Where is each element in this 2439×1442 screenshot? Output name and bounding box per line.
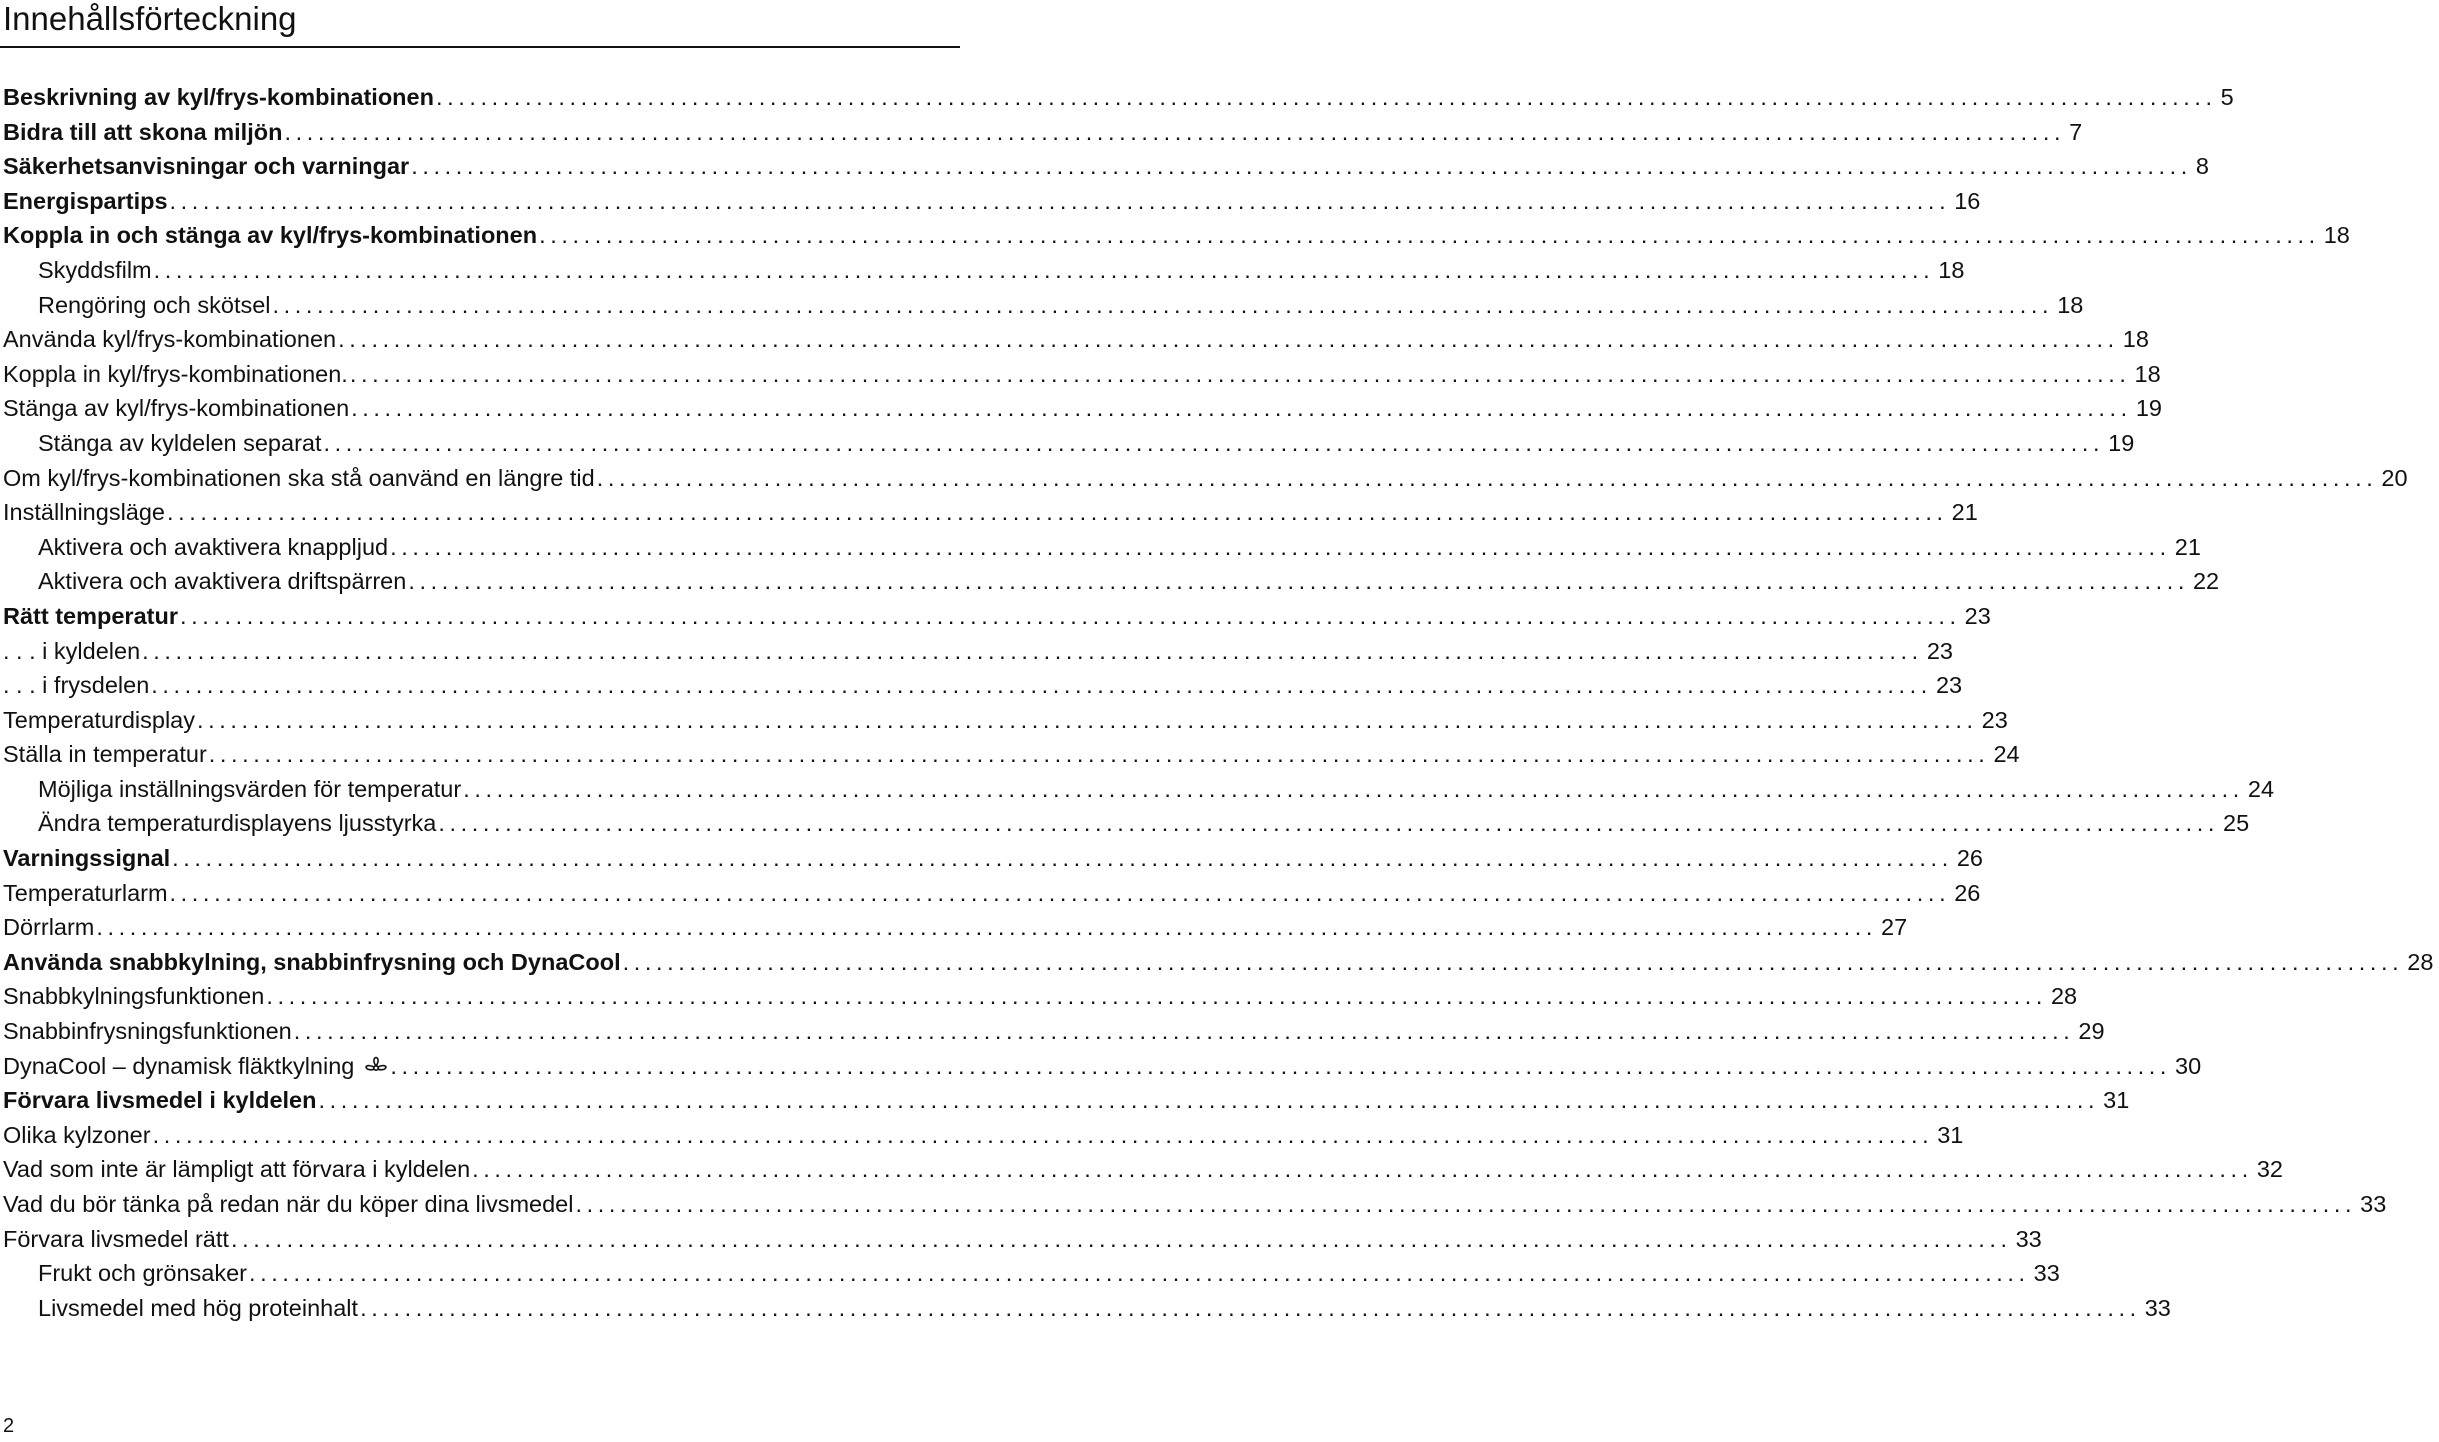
toc-entry-text: Rengöring och skötsel (38, 291, 271, 318)
toc-entry-text: Livsmedel med hög proteinhalt (38, 1294, 359, 1321)
toc-entry-text: Stänga av kyl/frys-kombinationen (3, 395, 350, 422)
toc-entry-text: Använda snabbkylning, snabbinfrysning och DynaCool (3, 948, 621, 975)
toc-page-number: 18 (2134, 360, 2161, 387)
toc-entry[interactable] (0, 1049, 2202, 1084)
toc-page-number: 33 (2144, 1294, 2171, 1321)
toc-entry-text: Varningssignal (3, 845, 171, 872)
toc-page-number: 23 (1935, 672, 1963, 699)
dot-leader: ................................................................................................................................................................ (230, 1225, 2012, 1252)
toc-entry-label (0, 1291, 358, 1326)
toc-page-number: 26 (1956, 845, 1983, 872)
toc-page-number: 26 (1954, 879, 1981, 906)
toc-entry[interactable] (0, 115, 2083, 150)
toc-entry-text: . . . i frysdelen (3, 672, 150, 699)
toc-entry-text: Skyddsfilm (38, 256, 152, 283)
dot-leader: ................................................................................................................................................................ (208, 741, 1990, 768)
toc-entry-label (0, 288, 271, 323)
toc-entry[interactable] (0, 668, 1963, 703)
toc-entry-label (0, 80, 434, 115)
toc-entry-text: Ändra temperaturdisplayens ljusstyrka (38, 810, 437, 837)
dot-leader: ................................................................................................................................................................ (351, 395, 2132, 422)
toc-entry[interactable] (0, 530, 2201, 565)
toc-entry-label (0, 115, 282, 150)
toc-entry-label (0, 737, 207, 772)
dot-leader: ................................................................................................................................................................ (622, 948, 2404, 975)
toc-entry-label (0, 1118, 151, 1153)
toc-page-number: 19 (2135, 395, 2162, 422)
toc-entry-text: Använda kyl/frys-kombinationen (3, 326, 337, 353)
toc-entry-text: Koppla in och stänga av kyl/frys-kombinationen (3, 222, 538, 249)
toc-page-number: 31 (1937, 1121, 1964, 1148)
toc-entry-text: Snabbinfrysningsfunktionen (3, 1018, 292, 1045)
toc-entry-text: Temperaturdisplay (3, 706, 196, 733)
toc-entry[interactable] (0, 495, 1978, 530)
toc-page-number: 21 (1951, 499, 1978, 526)
toc-entry-label (0, 1187, 573, 1222)
toc-entry-label (0, 218, 537, 253)
dot-leader: ................................................................................................................................................................ (463, 775, 2244, 802)
toc-entry-label (0, 461, 595, 496)
toc-entry-label (0, 979, 264, 1014)
toc-page-number: 18 (2057, 291, 2084, 318)
toc-page-number: 7 (2069, 118, 2083, 145)
toc-page-number: 22 (2192, 568, 2220, 595)
dot-leader: ................................................................................................................................................................ (408, 568, 2189, 595)
toc-entry[interactable] (0, 426, 2135, 461)
toc-entry-text: Vad du bör tänka på redan när du köper dina livsmedel (3, 1191, 574, 1217)
dot-leader: ................................................................................................................................................................ (338, 326, 2119, 353)
toc-entry[interactable] (0, 461, 2408, 496)
toc-page-number: 28 (2407, 948, 2434, 975)
dot-leader: ................................................................................................................................................................ (349, 360, 2131, 387)
dot-leader: ................................................................................................................................................................ (169, 879, 1951, 906)
toc-entry-text: Frukt och grönsaker (38, 1260, 247, 1287)
toc-entry-label (0, 910, 94, 945)
dot-leader: ................................................................................................................................................................ (153, 256, 1935, 283)
toc-entry-label (0, 1014, 292, 1049)
dot-leader: ................................................................................................................................................................ (172, 845, 1953, 872)
dot-leader: ................................................................................................................................................................ (272, 291, 2054, 318)
toc-entry-label (0, 772, 461, 807)
toc-page-number: 29 (2078, 1018, 2105, 1045)
toc-entry-label (0, 530, 388, 565)
toc-page-number: 23 (1926, 637, 1953, 664)
toc-entry[interactable] (0, 1014, 2105, 1049)
toc-page-number: 33 (2033, 1260, 2060, 1287)
toc-entry-text: Inställningsläge (3, 499, 165, 526)
toc-page-number: 16 (1954, 187, 1981, 214)
toc-entry-label (0, 391, 349, 426)
toc-entry-text: Bidra till att skona miljön (3, 118, 283, 145)
toc-page-number: 8 (2195, 153, 2209, 180)
dot-leader: ................................................................................................................................................................ (266, 983, 2047, 1010)
toc-entry-label (0, 357, 348, 392)
toc-entry[interactable] (0, 1118, 1964, 1153)
dot-leader: ................................................................................................................................................................ (151, 672, 1932, 699)
dot-leader: ................................................................................................................................................................ (390, 1052, 2172, 1079)
dot-leader: ................................................................................................................................................................ (438, 810, 2220, 837)
toc-page-number: 19 (2108, 429, 2135, 456)
toc-page-number: 23 (1964, 602, 1991, 629)
toc-entry-label (0, 876, 168, 911)
toc-entry-label (0, 149, 409, 184)
dot-leader: ................................................................................................................................................................ (575, 1191, 2357, 1217)
toc-entry[interactable] (0, 910, 1908, 945)
dot-leader: ................................................................................................................................................................ (96, 914, 1878, 941)
dot-leader: ................................................................................................................................................................ (472, 1156, 2253, 1183)
toc-page-number: 25 (2223, 810, 2250, 837)
dot-leader: ................................................................................................................................................................ (293, 1018, 2075, 1045)
toc-entry-text: Olika kylzoner (3, 1121, 151, 1148)
header (0, 0, 960, 38)
toc-page-number: 21 (2174, 533, 2201, 560)
toc-entry-text: Snabbkylningsfunktionen (3, 983, 265, 1010)
toc-entry[interactable] (0, 1256, 2060, 1291)
toc-page-number: 18 (2323, 222, 2350, 249)
toc-entry-text: Temperaturlarm (3, 879, 168, 906)
toc-entry[interactable] (0, 1083, 2130, 1118)
toc-entry-label (0, 495, 165, 530)
toc-entry-label (0, 1152, 470, 1187)
toc-page-number: 18 (1938, 256, 1965, 283)
toc-page-number: 30 (2175, 1052, 2202, 1079)
toc-entry[interactable] (0, 841, 1983, 876)
toc-entry-label (0, 806, 436, 841)
toc-page-number: 24 (1993, 741, 2020, 768)
page-number: 2 (3, 1415, 15, 1437)
toc-entry-text: Aktivera och avaktivera driftspärren (38, 568, 407, 595)
toc-entry[interactable] (0, 876, 1981, 911)
toc-entry-text: DynaCool – dynamisk fläktkylning (3, 1052, 355, 1079)
toc-entry-text: Förvara livsmedel rätt (3, 1225, 229, 1252)
toc-entry[interactable] (0, 634, 1953, 669)
toc-entry[interactable] (0, 945, 2434, 980)
toc-entry-label (0, 322, 336, 357)
toc-entry-text: Ställa in temperatur (3, 741, 207, 768)
toc-entry-label (0, 1222, 229, 1257)
toc-entry-label (0, 634, 140, 669)
toc-entry[interactable] (0, 253, 1965, 288)
toc-entry-label (0, 599, 178, 634)
dot-leader: ................................................................................................................................................................ (539, 222, 2320, 249)
dot-leader: ................................................................................................................................................................ (284, 118, 2066, 145)
toc-entry[interactable] (0, 322, 2149, 357)
toc-entry[interactable] (0, 564, 2220, 599)
dot-leader: ................................................................................................................................................................ (596, 464, 2378, 491)
toc-page-number: 18 (2122, 326, 2149, 353)
toc-entry[interactable] (0, 357, 2161, 392)
toc-entry-label (0, 184, 168, 219)
toc-page-number: 27 (1881, 914, 1908, 941)
toc-page-number: 24 (2247, 775, 2275, 802)
dot-leader: ................................................................................................................................................................ (169, 187, 1951, 214)
toc-entry[interactable] (0, 772, 2275, 807)
toc-page-number: 33 (2360, 1191, 2387, 1217)
dot-leader: ................................................................................................................................................................ (142, 637, 1923, 664)
toc-entry-text: Dörrlarm (3, 914, 95, 941)
fan-icon (364, 1053, 388, 1088)
toc-page-number: 31 (2103, 1087, 2130, 1114)
toc-page-number: 32 (2256, 1156, 2283, 1183)
dot-leader: ................................................................................................................................................................ (248, 1260, 2030, 1287)
toc-entry[interactable] (0, 149, 2209, 184)
toc-entry-label (0, 841, 170, 876)
dot-leader: ................................................................................................................................................................ (318, 1087, 2100, 1114)
toc-page-number: 5 (2220, 84, 2234, 110)
toc-entry-text: Vad som inte är lämpligt att förvara i kyldelen (3, 1156, 471, 1183)
dot-leader: ................................................................................................................................................................ (323, 429, 2105, 456)
toc-entry[interactable] (0, 979, 2078, 1014)
toc-entry[interactable] (0, 391, 2162, 426)
dot-leader: ................................................................................................................................................................ (167, 499, 1948, 526)
toc-entry-text: Energispartips (3, 187, 168, 214)
toc-entry-label (0, 945, 621, 980)
table-of-contents (0, 80, 2434, 1325)
toc-entry-label (0, 703, 195, 738)
toc-entry[interactable] (0, 218, 2350, 253)
dot-leader: ................................................................................................................................................................ (152, 1121, 1934, 1148)
toc-entry-text: Om kyl/frys-kombinationen ska stå oanvänd en längre tid (3, 464, 595, 491)
toc-page-number: 28 (2050, 983, 2078, 1010)
toc-entry-text: Aktivera och avaktivera knappljud (38, 533, 389, 560)
toc-entry[interactable] (0, 1187, 2387, 1222)
toc-entry-label (0, 1083, 317, 1118)
toc-entry-label (0, 668, 149, 703)
toc-entry[interactable] (0, 737, 2020, 772)
toc-entry[interactable] (0, 1222, 2042, 1257)
toc-entry-label (0, 1049, 388, 1088)
title-divider (0, 46, 960, 48)
toc-entry-text: Förvara livsmedel i kyldelen (3, 1087, 317, 1114)
toc-entry-label (0, 1256, 247, 1291)
toc-page-number: 33 (2015, 1225, 2042, 1252)
toc-entry[interactable] (0, 1291, 2171, 1326)
dot-leader: ................................................................................................................................................................ (179, 602, 1961, 629)
page-title: Innehållsförteckning (3, 0, 297, 37)
toc-entry-label (0, 426, 322, 461)
toc-entry[interactable] (0, 184, 1981, 219)
toc-entry-text: Stänga av kyldelen separat (38, 429, 322, 456)
toc-entry-text: . . . i kyldelen (3, 637, 141, 664)
toc-page-number: 20 (2381, 464, 2408, 491)
toc-entry-text: Möjliga inställningsvärden för temperatur (38, 775, 462, 802)
toc-entry[interactable] (0, 1152, 2283, 1187)
dot-leader: ................................................................................................................................................................ (197, 706, 1978, 733)
dot-leader: ................................................................................................................................................................ (360, 1294, 2141, 1321)
dot-leader: ................................................................................................................................................................ (390, 533, 2171, 560)
toc-entry[interactable] (0, 806, 2250, 841)
toc-entry-label (0, 253, 152, 288)
toc-page-number: 23 (1981, 706, 2008, 733)
toc-entry-text: Säkerhetsanvisningar och varningar (3, 153, 410, 180)
toc-entry[interactable] (0, 80, 2234, 115)
dot-leader: ................................................................................................................................................................ (411, 153, 2192, 180)
toc-entry-label (0, 564, 406, 599)
toc-entry[interactable] (0, 599, 1991, 634)
toc-entry[interactable] (0, 703, 2008, 738)
toc-entry[interactable] (0, 288, 2084, 323)
toc-entry-text: Rätt temperatur (3, 602, 178, 629)
toc-entry-text: Beskrivning av kyl/frys-kombinationen (3, 84, 434, 110)
toc-entry-text: Koppla in kyl/frys-kombinationen. (3, 360, 348, 387)
dot-leader: ................................................................................................................................................................ (435, 84, 2217, 110)
